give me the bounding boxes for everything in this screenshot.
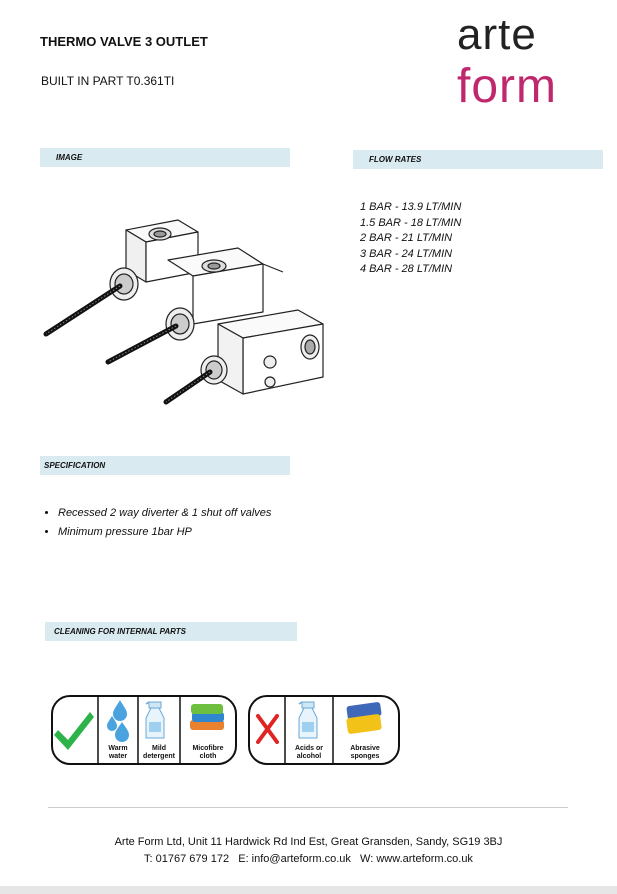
- sponge-icon: [346, 702, 382, 735]
- flow-rate-item: 1.5 BAR - 18 LT/MIN: [360, 216, 462, 229]
- flow-rate-item: 3 BAR - 24 LT/MIN: [360, 247, 453, 260]
- page-bottom-edge: [0, 886, 617, 894]
- flow-rates-list: [360, 200, 461, 278]
- section-bar-flow-rates: FLOW RATES: [353, 150, 603, 169]
- footer-divider: [48, 807, 568, 808]
- flow-rate-item: 1 BAR - 13.9 LT/MIN: [360, 201, 462, 213]
- cleaning-allowed-panel: [50, 694, 238, 766]
- label-detergent: detergent: [143, 753, 175, 760]
- specification-list: [40, 504, 271, 542]
- footer-contact: T: 01767 679 172 E: info@arteform.co.uk W: www.arteform.co.uk: [144, 853, 473, 865]
- cleaning-forbidden-panel: [247, 694, 401, 766]
- label-cloth: cloth: [199, 753, 217, 760]
- label-abrasive: Abrasive: [350, 745, 380, 752]
- section-bar-cleaning: CLEANING FOR INTERNAL PARTS: [45, 622, 297, 641]
- logo-line-form: form: [457, 60, 557, 113]
- valve-product-image: [38, 212, 338, 412]
- document-title: THERMO VALVE 3 OUTLET: [40, 34, 208, 49]
- flow-rate-item: 2 BAR - 21 LT/MIN: [360, 232, 453, 244]
- label-water: water: [108, 753, 128, 760]
- section-bar-specification: SPECIFICATION: [40, 456, 290, 475]
- logo-line-arte: arte: [457, 10, 537, 59]
- document-subtitle: BUILT IN PART T0.361TI: [41, 74, 175, 88]
- label-warm: Warm: [108, 745, 128, 752]
- spray-bottle-icon: [299, 702, 317, 738]
- cloth-icon: [190, 704, 224, 730]
- footer-address: Arte Form Ltd, Unit 11 Hardwick Rd Ind Est, Great Gransden, Sandy, SG19 3BJ: [114, 836, 503, 848]
- specification-item: • Recessed 2 way diverter & 1 shut off valves: [58, 504, 271, 523]
- specification-item: • Minimum pressure 1bar HP: [58, 523, 271, 542]
- spray-bottle-icon: [146, 702, 164, 738]
- flow-rate-item: 4 BAR - 28 LT/MIN: [360, 263, 453, 275]
- label-mild: Mild: [152, 745, 166, 752]
- label-acids: Acids or: [294, 745, 324, 752]
- label-sponges: sponges: [350, 753, 380, 760]
- label-alcohol: alcohol: [296, 753, 322, 760]
- section-bar-image: IMAGE: [40, 148, 290, 167]
- label-micofibre: Micofibre: [192, 745, 224, 752]
